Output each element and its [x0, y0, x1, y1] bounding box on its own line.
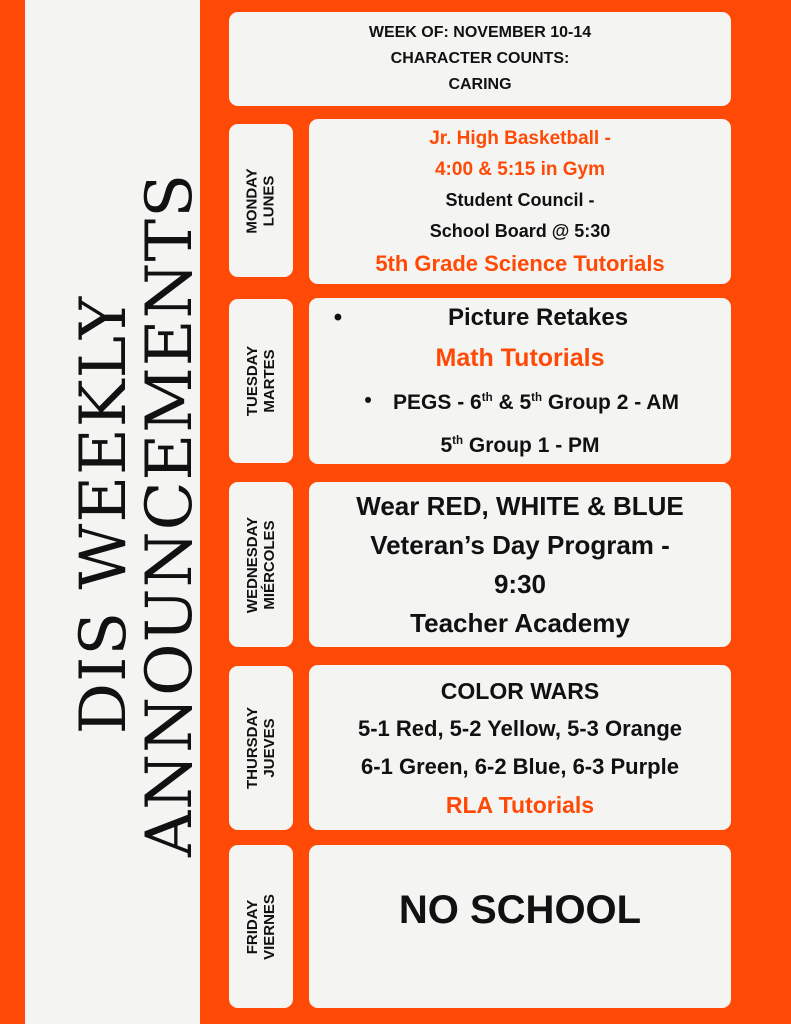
wednesday-announcements	[309, 482, 731, 647]
day-label-monday	[229, 124, 293, 277]
day-label-friday	[229, 845, 293, 1008]
bullet-icon: •	[333, 304, 343, 331]
page-title	[67, 172, 207, 858]
sidebar-panel	[25, 0, 207, 1024]
announcement-line: Veteran’s Day Program -	[370, 529, 670, 560]
day-label-wednesday	[229, 482, 293, 647]
announcement-line: 9:30	[493, 568, 547, 599]
character-counts-label: CHARACTER COUNTS:	[390, 50, 570, 67]
day-name-es: JUEVES	[261, 718, 278, 778]
thursday-announcements	[309, 665, 731, 830]
announcement-line: 5th Group 1 - PM	[440, 434, 600, 457]
day-label-thursday	[229, 666, 293, 830]
day-name-en: MONDAY	[244, 167, 262, 234]
bullet-icon: •	[364, 388, 372, 412]
day-name-en: WEDNESDAY	[244, 516, 262, 613]
friday-announcements	[309, 845, 731, 1008]
tuesday-announcements	[309, 298, 731, 464]
character-trait: CARING	[448, 76, 512, 93]
announcement-line: COLOR WARS	[440, 677, 600, 704]
week-header	[229, 12, 731, 106]
announcement-line: Wear RED, WHITE & BLUE	[356, 490, 684, 521]
day-name-es: VIERNES	[261, 893, 279, 960]
announcement-line: 4:00 & 5:15 in Gym	[434, 159, 606, 180]
day-label-tuesday	[229, 299, 293, 463]
announcement-line: RLA Tutorials	[445, 791, 595, 818]
announcement-line: Teacher Academy	[410, 607, 630, 638]
bullet-item	[309, 298, 731, 338]
title-line-2: ANNOUNCEMENTS	[133, 172, 207, 858]
week-label: WEEK OF: NOVEMBER 10-14	[368, 24, 592, 41]
no-school-label: NO SCHOOL	[398, 887, 642, 932]
announcement-line: Math Tutorials	[435, 344, 605, 372]
day-name-en: TUESDAY	[244, 345, 261, 417]
announcement-line: 5-1 Red, 5-2 Yellow, 5-3 Orange	[357, 715, 683, 741]
announcement-line: Jr. High Basketball -	[429, 128, 611, 149]
announcement-line: PEGS - 6th & 5th Group 2 - AM	[393, 391, 679, 414]
day-name-es: MARTES	[261, 349, 278, 413]
day-name-es: MIÉRCOLES	[261, 519, 279, 610]
announcement-line: Student Council -	[445, 190, 595, 210]
announcement-line: 5th Grade Science Tutorials	[375, 251, 665, 276]
title-line-1: DIS WEEKLY	[67, 295, 141, 735]
day-name-es: LUNES	[261, 175, 279, 226]
announcement-line: Picture Retakes	[447, 304, 629, 331]
announcement-line: 6-1 Green, 6-2 Blue, 6-3 Purple	[361, 753, 679, 779]
announcement-line: School Board @ 5:30	[429, 221, 611, 241]
day-name-en: THURSDAY	[244, 707, 261, 789]
monday-announcements	[309, 119, 731, 284]
day-name-en: FRIDAY	[244, 899, 262, 954]
bullet-item	[309, 378, 731, 423]
